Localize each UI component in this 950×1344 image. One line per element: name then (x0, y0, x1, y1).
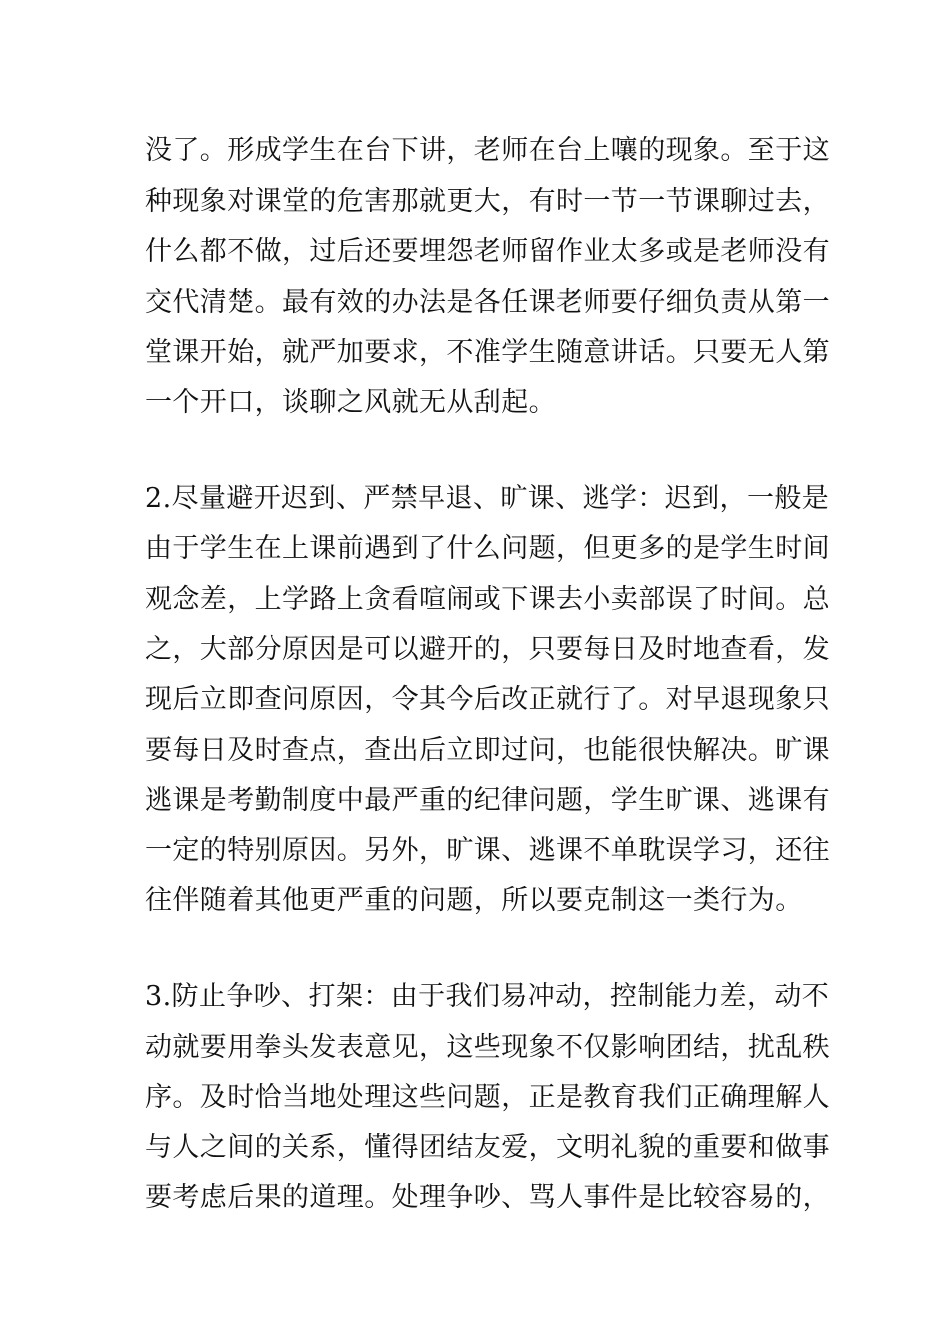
text-line: 要考虑后果的道理。处理争吵、骂人事件是比较容易的， (145, 1182, 830, 1213)
text-line: 与人之间的关系，懂得团结友爱，文明礼貌的重要和做事 (145, 1132, 830, 1163)
text-line: 3.防止争吵、打架：由于我们易冲动，控制能力差，动不 (145, 981, 830, 1012)
text-line: 观念差，上学路上贪看喧闹或下课去小卖部误了时间。总 (145, 584, 830, 615)
text-line: 一个开口，谈聊之风就无从刮起。 (145, 387, 556, 418)
text-line: 要每日及时查点，查出后立即过问，也能很快解决。旷课 (145, 735, 830, 766)
text-line: 由于学生在上课前遇到了什么问题，但更多的是学生时间 (145, 533, 830, 564)
text-line: 什么都不做，过后还要埋怨老师留作业太多或是老师没有 (145, 236, 830, 267)
text-line: 之，大部分原因是可以避开的，只要每日及时地查看，发 (145, 634, 830, 665)
text-line: 逃课是考勤制度中最严重的纪律问题，学生旷课、逃课有 (145, 785, 830, 816)
text-line: 种现象对课堂的危害那就更大，有时一节一节课聊过去， (145, 186, 830, 217)
text-line: 现后立即查问原因，令其今后改正就行了。对早退现象只 (145, 684, 830, 715)
text-line: 动就要用拳头发表意见，这些现象不仅影响团结，扰乱秩 (145, 1032, 830, 1063)
text-line: 堂课开始，就严加要求，不准学生随意讲话。只要无人第 (145, 337, 830, 368)
text-line: 一定的特别原因。另外，旷课、逃课不单耽误学习，还往 (145, 835, 830, 866)
text-line: 序。及时恰当地处理这些问题，正是教育我们正确理解人 (145, 1082, 830, 1113)
text-line: 2.尽量避开迟到、严禁早退、旷课、逃学：迟到，一般是 (145, 483, 830, 514)
text-line: 交代清楚。最有效的办法是各任课老师要仔细负责从第一 (145, 287, 830, 318)
text-line: 没了。形成学生在台下讲，老师在台上嚷的现象。至于这 (145, 135, 830, 166)
text-line: 往伴随着其他更严重的问题，所以要克制这一类行为。 (145, 885, 803, 916)
